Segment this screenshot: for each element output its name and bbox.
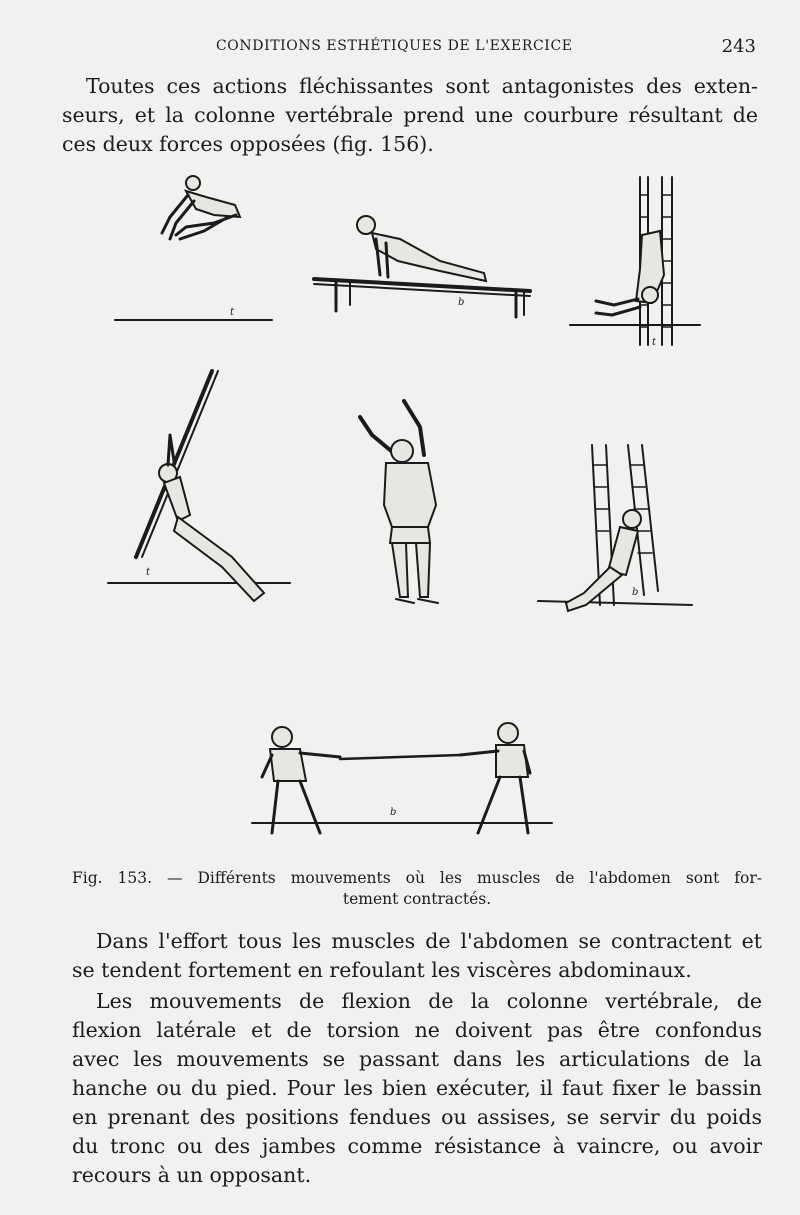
figure-standing-arms-raised-man — [360, 401, 438, 603]
figure-tug-of-war-men — [252, 723, 552, 833]
figure-wall-bars-side-man — [538, 445, 692, 611]
figure-parallel-bars-man — [314, 216, 530, 317]
panel-label: b — [632, 587, 639, 598]
paragraph-3-line: recours à un opposant. — [72, 1163, 312, 1187]
paragraph-1-line: Toutes ces actions fléchissantes sont antagonistes des exten- — [86, 74, 758, 98]
paragraph-3-line: du tronc ou des jambes comme résistance à vaincre, ou avoir — [72, 1134, 762, 1158]
panel-label: t — [230, 307, 235, 318]
figure-illustration — [0, 165, 800, 865]
panel-label: t — [146, 567, 151, 578]
figure-jumping-man — [115, 176, 272, 320]
paragraph-1-line: ces deux forces opposées (fig. 156). — [62, 132, 434, 156]
paragraph-2-line: se tendent fortement en refoulant les viscères abdominaux. — [72, 958, 692, 982]
paragraph-2 — [72, 927, 762, 985]
paragraph-3-line: flexion latérale et de torsion ne doivent pas être confondus — [72, 1018, 762, 1042]
paragraph-1-line: seurs, et la colonne vertébrale prend une courbure résultant de — [62, 103, 758, 127]
figure-drawings — [0, 165, 800, 865]
figure-wall-bars-hanging-man — [570, 177, 700, 348]
paragraph-3-line: avec les mouvements se passant dans les articulations de la — [72, 1047, 762, 1071]
running-title: CONDITIONS ESTHÉTIQUES DE L'EXERCICE — [216, 38, 573, 54]
figure-caption — [72, 868, 762, 910]
figure-pole-leaning-man — [108, 371, 290, 601]
paragraph-3-line: hanche ou du pied. Pour les bien exécuter, il faut fixer le bassin — [72, 1076, 762, 1100]
paragraph-3 — [72, 987, 762, 1190]
page-number: 243 — [721, 36, 756, 57]
running-head — [0, 36, 800, 60]
caption-line: Fig. 153. — Différents mouvements où les muscles de l'abdomen sont for- — [72, 869, 762, 887]
paragraph-2-line: Dans l'effort tous les muscles de l'abdomen se contractent et — [96, 929, 762, 953]
paragraph-3-line: en prenant des positions fendues ou assises, se servir du poids — [72, 1105, 762, 1129]
paragraph-1 — [62, 72, 758, 159]
panel-label: b — [458, 297, 465, 308]
caption-line: tement contractés. — [342, 890, 492, 908]
panel-label: b — [390, 807, 397, 818]
panel-label: t — [652, 337, 657, 348]
paragraph-3-line: Les mouvements de flexion de la colonne vertébrale, de — [96, 989, 762, 1013]
